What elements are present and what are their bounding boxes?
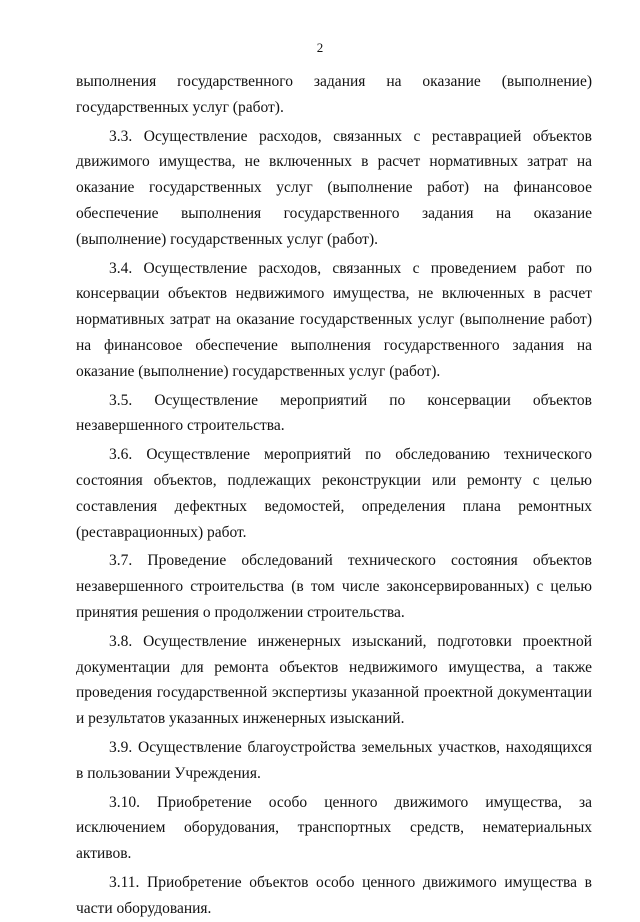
- paragraph-3-10: 3.10. Приобретение особо ценного движимого имущества, за исключением оборудования, транспортных средств, нематериальных активов.: [76, 793, 592, 863]
- paragraph-3-11: 3.11. Приобретение объектов особо ценного движимого имущества в части оборудования.: [76, 873, 592, 917]
- paragraph-3-7: 3.7. Проведение обследований технического состояния объектов незавершенного строительства (в том числе законсервированных) с целью принятия решения о продолжении строительства.: [76, 552, 592, 621]
- paragraph-3-8: 3.8. Осуществление инженерных изысканий, подготовки проектной документации для ремонта объектов недвижимого имущества, а также проведения государственной экспертизы указанной проектной документации и результатов указанных инженерных изысканий.: [76, 632, 592, 728]
- paragraph-continuation: выполнения государственного задания на оказание (выполнение) государственных услуг (работ).: [76, 73, 592, 116]
- document-body: [76, 69, 592, 922]
- page-number: 2: [316, 40, 324, 55]
- paragraph-3-9: 3.9. Осуществление благоустройства земельных участков, находящихся в пользовании Учреждения.: [76, 738, 592, 782]
- paragraph-3-5: 3.5. Осуществление мероприятий по консервации объектов незавершенного строительства.: [76, 391, 592, 435]
- paragraph-3-6: 3.6. Осуществление мероприятий по обследованию технического состояния объектов, подлежащих реконструкции или ремонту с целью составления дефектных ведомостей, определения плана ремонтных (реставрационных) работ.: [76, 446, 592, 541]
- paragraph-3-3: 3.3. Осуществление расходов, связанных с реставрацией объектов движимого имущества, не включенных в расчет нормативных затрат на оказание государственных услуг (выполнение работ) на финансовое обеспечение выполнения государственного задания на оказание (выполнение) государственных услуг (работ).: [76, 127, 592, 248]
- paragraph-3-4: 3.4. Осуществление расходов, связанных с проведением работ по консервации объектов недвижимого имущества, не включенных в расчет нормативных затрат на оказание государственных услуг (выполнение работ) на финансовое обеспечение выполнения государственного задания на оказание (выполнение) государственных услуг (работ).: [76, 259, 592, 380]
